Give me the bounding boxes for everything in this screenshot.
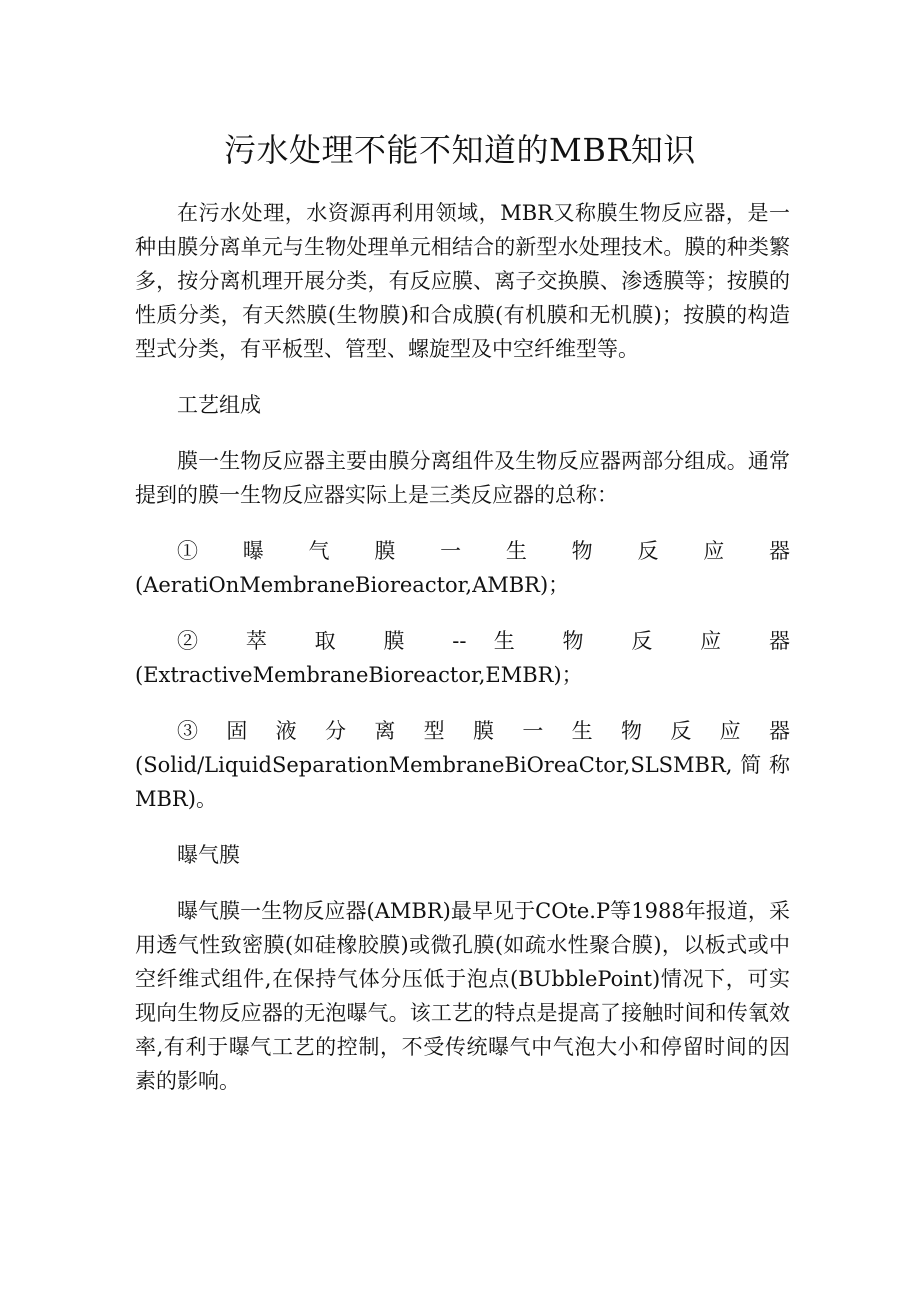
list-item-slsmbr bbox=[135, 714, 790, 816]
composition-paragraph: 膜一生物反应器主要由膜分离组件及生物反应器两部分组成。通常提到的膜一生物反应器实际上是三类反应器的总称： bbox=[135, 449, 790, 507]
list-item-embr-name: ② 萃 取 膜 -- 生 物 反 应 器 bbox=[177, 629, 790, 653]
section-heading-process: 工艺组成 bbox=[177, 393, 261, 417]
list-item-slsmbr-name: ③ 固 液 分 离 型 膜 一 生 物 反 应 器 bbox=[177, 719, 790, 743]
section-heading-aeration: 曝气膜 bbox=[177, 843, 240, 867]
document-body bbox=[135, 196, 790, 1120]
intro-paragraph: 在污水处理，水资源再利用领域，MBR又称膜生物反应器，是一种由膜分离单元与生物处理单元相结合的新型水处理技术。膜的种类繁多，按分离机理开展分类，有反应膜、离子交换膜、渗透膜等；按膜的性质分类，有天然膜(生物膜)和合成膜(有机膜和无机膜)；按膜的构造型式分类，有平板型、管型、螺旋型及中空纤维型等。 bbox=[135, 201, 790, 361]
list-item-slsmbr-english: (Solid/LiquidSeparationMembraneBiOreaCtor,SLSMBR,简称MBR)。 bbox=[135, 753, 790, 811]
list-item-ambr-english: (AeratiOnMembraneBioreactor,AMBR)； bbox=[135, 573, 570, 597]
list-item-ambr-name: ① 曝 气 膜 一 生 物 反 应 器 bbox=[177, 539, 790, 563]
list-item-embr bbox=[135, 624, 790, 692]
list-item-ambr bbox=[135, 534, 790, 602]
document-title: 污水处理不能不知道的MBR知识 bbox=[224, 131, 696, 169]
list-item-embr-english: (ExtractiveMembraneBioreactor,EMBR)； bbox=[135, 663, 583, 687]
aeration-paragraph: 曝气膜一生物反应器(AMBR)最早见于COte.P等1988年报道，采用透气性致密膜(如硅橡胶膜)或微孔膜(如疏水性聚合膜)，以板式或中空纤维式组件,在保持气体分压低于泡点(BUbblePoint)情况下，可实现向生物反应器的无泡曝气。该工艺的特点是提高了接触时间和传氧效率,有利于曝气工艺的控制，不受传统曝气中气泡大小和停留时间的因素的影响。 bbox=[135, 899, 790, 1093]
